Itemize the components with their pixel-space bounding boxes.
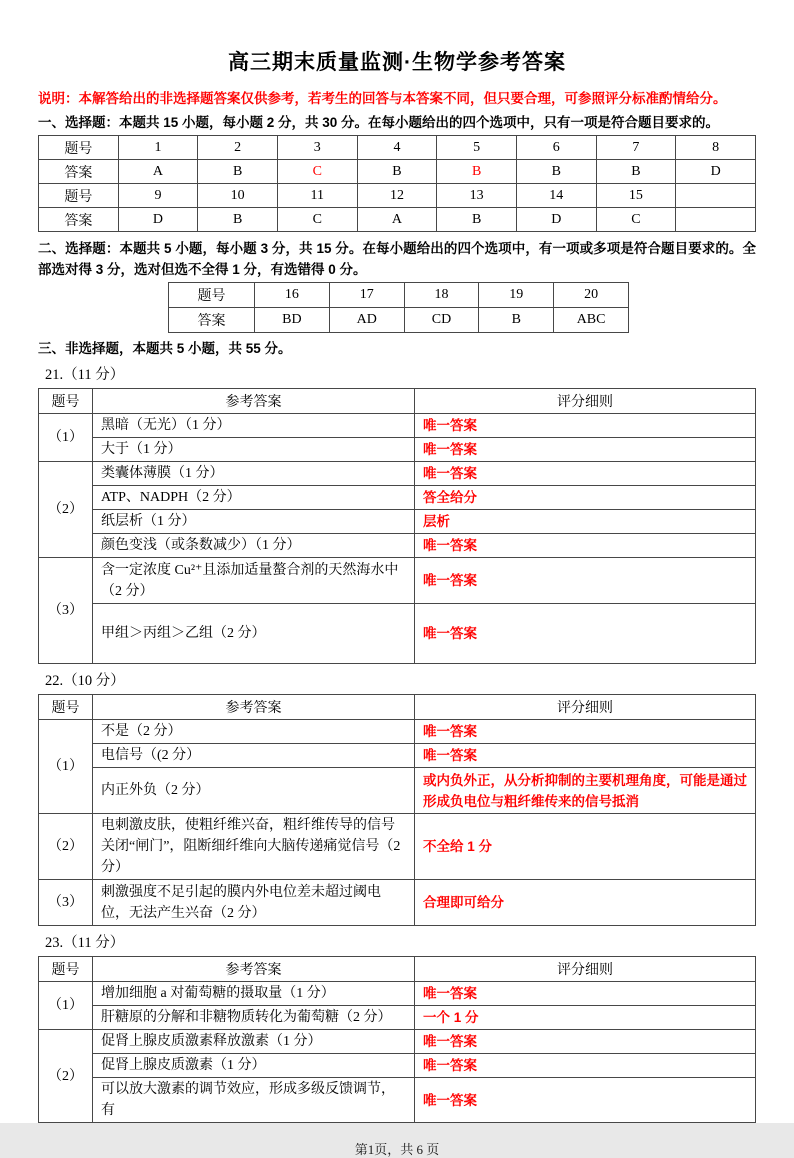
col-header-rule: 评分细则 — [415, 695, 756, 720]
question-number: 3 — [277, 136, 357, 160]
rule-cell: 唯一答案 — [415, 1054, 756, 1078]
rule-cell: 唯一答案 — [415, 1078, 756, 1123]
rule-cell: 唯一答案 — [415, 1030, 756, 1054]
answer-cell: 电刺激皮肤，使粗纤维兴奋，粗纤维传导的信号关闭“闸门”，阻断细纤维向大脑传递痛觉信号（2 分） — [93, 814, 415, 880]
question23-label: 23.（11 分） — [45, 935, 125, 951]
answer-cell: 促肾上腺皮质激素释放激素（1 分） — [93, 1030, 415, 1054]
answer-cell: B — [596, 160, 676, 184]
answer-cell: ATP、NADPH（2 分） — [93, 486, 415, 510]
question-number: 14 — [516, 184, 596, 208]
question23-rubric-table — [38, 956, 756, 1123]
answer-cell: B — [357, 160, 437, 184]
answer-cell: B — [198, 160, 278, 184]
question-number: 16 — [255, 283, 330, 308]
answer-cell: A — [357, 208, 437, 232]
question-number: 7 — [596, 136, 676, 160]
table-row — [39, 720, 756, 744]
table-row — [169, 308, 629, 333]
rule-cell: 不全给 1 分 — [415, 814, 756, 880]
table-row — [39, 558, 756, 604]
col-header-rule: 评分细则 — [415, 957, 756, 982]
answer-cell: 大于（1 分） — [93, 438, 415, 462]
page-title: 高三期末质量监测·生物学参考答案 — [228, 51, 566, 74]
table-header-row — [39, 957, 756, 982]
answer-cell: B — [479, 308, 554, 333]
subquestion-number: （1） — [39, 414, 93, 462]
answer-cell: D — [118, 208, 198, 232]
question-number: 11 — [277, 184, 357, 208]
answer-cell: 纸层析（1 分） — [93, 510, 415, 534]
grading-note: 说明：本解答给出的非选择题答案仅供参考，若考生的回答与本答案不同，但只要合理，可参照评分标准酌情给分。 — [38, 91, 727, 106]
mc-answers-table-1 — [38, 135, 756, 232]
table-row — [39, 1054, 756, 1078]
rule-cell: 唯一答案 — [415, 534, 756, 558]
answer-cell: D — [516, 208, 596, 232]
question-number: 10 — [198, 184, 278, 208]
answer-cell: CD — [404, 308, 479, 333]
question-number: 1 — [118, 136, 198, 160]
rule-cell: 答全给分 — [415, 486, 756, 510]
rule-cell: 唯一答案 — [415, 462, 756, 486]
answer-cell: BD — [255, 308, 330, 333]
question-number: 19 — [479, 283, 554, 308]
col-header-no: 题号 — [39, 957, 93, 982]
question-number: 9 — [118, 184, 198, 208]
question-number: 20 — [554, 283, 629, 308]
rule-cell: 或内负外正，从分析抑制的主要机理角度，可能是通过形成负电位与粗纤维传来的信号抵消 — [415, 768, 756, 814]
answer-cell: 可以放大激素的调节效应，形成多级反馈调节，有 — [93, 1078, 415, 1123]
section1-heading: 一、选择题：本题共 15 小题，每小题 2 分，共 30 分。在每小题给出的四个选项中，只有一项是符合题目要求的。 — [38, 115, 720, 130]
table-row — [39, 768, 756, 814]
table-header-row — [39, 695, 756, 720]
table-row — [39, 1030, 756, 1054]
subquestion-number: （2） — [39, 814, 93, 880]
answer-cell: D — [676, 160, 756, 184]
answer-cell: 电信号（(2 分） — [93, 744, 415, 768]
table-row — [39, 744, 756, 768]
table-row — [39, 438, 756, 462]
row-label: 题号 — [39, 184, 119, 208]
question-number: 5 — [437, 136, 517, 160]
table-row — [39, 486, 756, 510]
col-header-answer: 参考答案 — [93, 695, 415, 720]
question-number: 12 — [357, 184, 437, 208]
answer-cell: A — [118, 160, 198, 184]
answer-cell: B — [437, 208, 517, 232]
rule-cell: 唯一答案 — [415, 982, 756, 1006]
question-number: 18 — [404, 283, 479, 308]
rule-cell: 一个 1 分 — [415, 1006, 756, 1030]
answer-cell: 促肾上腺皮质激素（1 分） — [93, 1054, 415, 1078]
row-label: 答案 — [169, 308, 255, 333]
table-row — [39, 160, 756, 184]
subquestion-number: （3） — [39, 880, 93, 926]
table-row — [39, 184, 756, 208]
rule-cell: 唯一答案 — [415, 414, 756, 438]
question-number: 13 — [437, 184, 517, 208]
mc-answers-table-2 — [168, 282, 629, 333]
rule-cell: 唯一答案 — [415, 558, 756, 604]
answer-cell: 增加细胞 a 对葡萄糖的摄取量（1 分） — [93, 982, 415, 1006]
table-row — [39, 414, 756, 438]
rule-cell: 合理即可给分 — [415, 880, 756, 926]
table-row — [169, 283, 629, 308]
answer-cell: 颜色变浅（或条数减少）（1 分） — [93, 534, 415, 558]
answer-cell: 肝糖原的分解和非糖物质转化为葡萄糖（2 分） — [93, 1006, 415, 1030]
table-row — [39, 462, 756, 486]
table-row — [39, 982, 756, 1006]
answer-cell: C — [596, 208, 676, 232]
section2-heading: 二、选择题：本题共 5 小题，每小题 3 分，共 15 分。在每小题给出的四个选项中，有一项或多项是符合题目要求的。全部选对得 3 分，选对但选不全得 1 分，有选错得 0 分。 — [38, 241, 756, 277]
answer-cell: 黑暗（无光）（1 分） — [93, 414, 415, 438]
col-header-answer: 参考答案 — [93, 957, 415, 982]
table-row — [39, 880, 756, 926]
question22-rubric-table — [38, 694, 756, 926]
question-number: 8 — [676, 136, 756, 160]
answer-cell: C — [277, 208, 357, 232]
table-row — [39, 136, 756, 160]
table-row — [39, 534, 756, 558]
rule-cell: 唯一答案 — [415, 720, 756, 744]
col-header-answer: 参考答案 — [93, 389, 415, 414]
answer-cell: B — [198, 208, 278, 232]
subquestion-number: （2） — [39, 1030, 93, 1123]
question-number: 15 — [596, 184, 676, 208]
subquestion-number: （1） — [39, 720, 93, 814]
question-number: 4 — [357, 136, 437, 160]
question21-rubric-table — [38, 388, 756, 664]
answer-cell: 类囊体薄膜（1 分） — [93, 462, 415, 486]
answer-cell: 甲组＞丙组＞乙组（2 分） — [93, 604, 415, 664]
row-label: 题号 — [39, 136, 119, 160]
section3-heading: 三、非选择题，本题共 5 小题，共 55 分。 — [38, 341, 292, 356]
answer-cell: AD — [329, 308, 404, 333]
answer-cell: B — [516, 160, 596, 184]
table-row — [39, 1006, 756, 1030]
question-number: 2 — [198, 136, 278, 160]
answer-cell: 不是（2 分） — [93, 720, 415, 744]
rule-cell: 层析 — [415, 510, 756, 534]
empty-cell — [676, 184, 756, 208]
answer-cell: 刺激强度不足引起的膜内外电位差未超过阈电位，无法产生兴奋（2 分） — [93, 880, 415, 926]
row-label: 题号 — [169, 283, 255, 308]
answer-cell: 内正外负（2 分） — [93, 768, 415, 814]
subquestion-number: （3） — [39, 558, 93, 664]
row-label: 答案 — [39, 208, 119, 232]
table-row — [39, 814, 756, 880]
table-row — [39, 604, 756, 664]
col-header-no: 题号 — [39, 695, 93, 720]
question-number: 17 — [329, 283, 404, 308]
table-row — [39, 510, 756, 534]
table-row — [39, 208, 756, 232]
rule-cell: 唯一答案 — [415, 744, 756, 768]
table-header-row — [39, 389, 756, 414]
col-header-no: 题号 — [39, 389, 93, 414]
col-header-rule: 评分细则 — [415, 389, 756, 414]
answer-cell-red: C — [277, 160, 357, 184]
question22-label: 22.（10 分） — [45, 673, 125, 689]
answer-cell: ABC — [554, 308, 629, 333]
answer-cell: 含一定浓度 Cu²⁺且添加适量螯合剂的天然海水中（2 分） — [93, 558, 415, 604]
rule-cell: 唯一答案 — [415, 604, 756, 664]
question-number: 6 — [516, 136, 596, 160]
question21-label: 21.（11 分） — [45, 367, 125, 383]
table-row — [39, 1078, 756, 1123]
page-footer: 第1页，共 6 页 — [354, 1142, 440, 1157]
empty-cell — [676, 208, 756, 232]
subquestion-number: （2） — [39, 462, 93, 558]
rule-cell: 唯一答案 — [415, 438, 756, 462]
answer-cell-red: B — [437, 160, 517, 184]
row-label: 答案 — [39, 160, 119, 184]
subquestion-number: （1） — [39, 982, 93, 1030]
